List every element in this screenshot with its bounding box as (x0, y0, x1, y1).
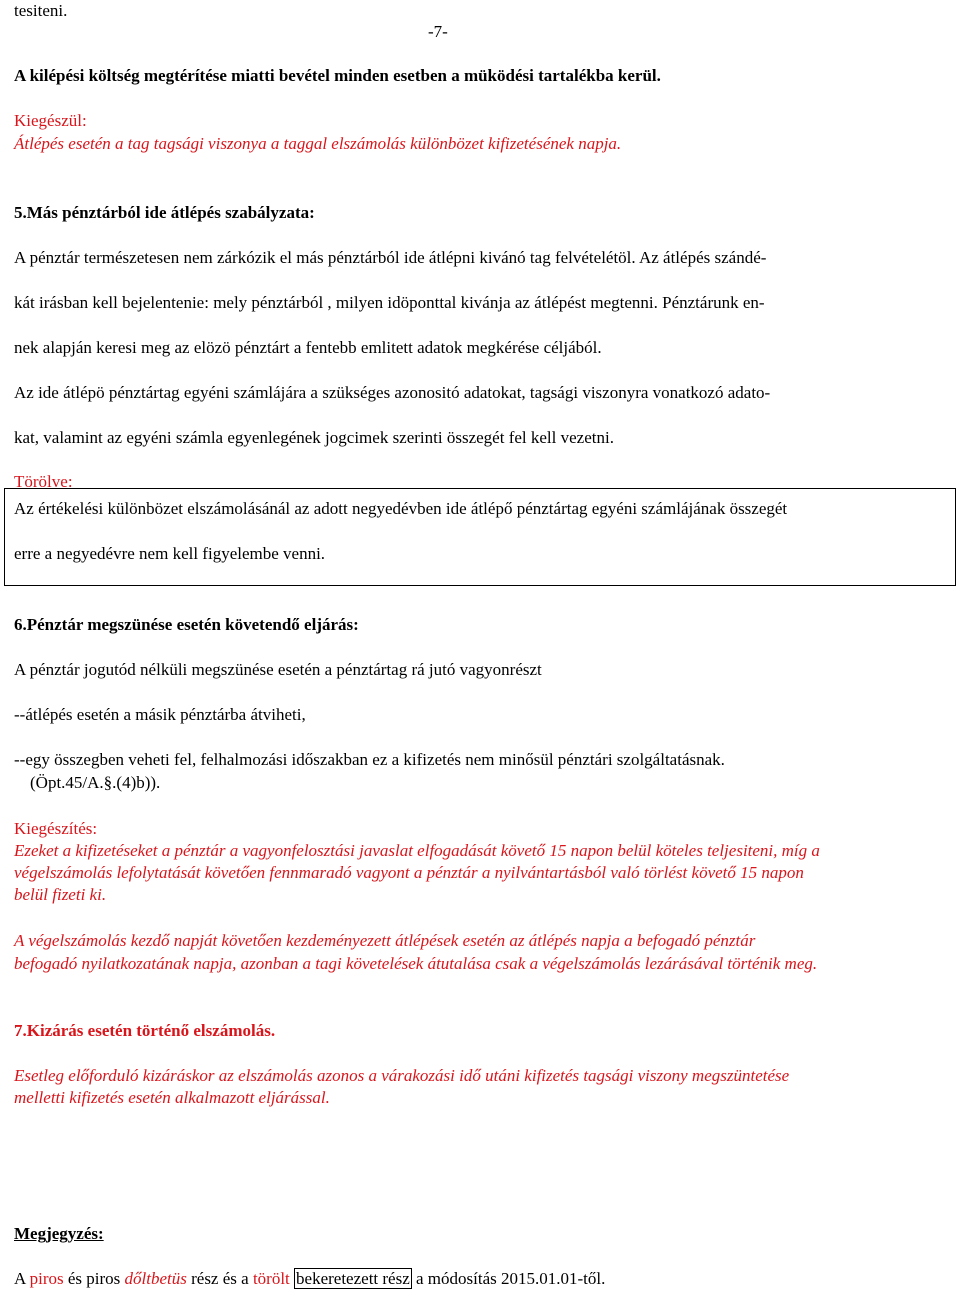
section-5-line: Az ide átlépö pénztártag egyéni számlájára a szükséges azonositó adatokat, tagsági viszonyra vonatkozó adato- (14, 383, 771, 402)
section-6-heading: 6.Pénztár megszünése esetén követendő eljárás: (14, 615, 359, 634)
exit-cost-statement: A kilépési költség megtérítése miatti bevétel minden esetben a müködési tartalékba kerül. (14, 66, 661, 85)
deleted-text-line: erre a negyedévre nem kell figyelembe venni. (14, 544, 326, 563)
note-heading: Megjegyzés: (14, 1224, 104, 1243)
section-6-line: --egy összegben veheti fel, felhalmozási időszakban ez a kifizetés nem minősül pénztári szolgáltatásnak. (14, 750, 725, 769)
section-6-addition-line: belül fizeti ki. (14, 885, 107, 904)
deleted-label: Törölve: (14, 472, 73, 491)
note-text: a módosítás 2015.01.01-től. (411, 1269, 606, 1288)
section-7-line: melletti kifizetés esetén alkalmazott eljárással. (14, 1088, 330, 1107)
page-number: -7- (428, 22, 448, 41)
note-text: A (14, 1269, 30, 1288)
section-5-line: A pénztár természetesen nem zárkózik el más pénztárból ide átlépni kivánó tag felvételétöl. Az átlépés szándé- (14, 248, 767, 267)
section-6-addition-line: Ezeket a kifizetéseket a pénztár a vagyonfelosztási javaslat elfogadását követő 15 napon belül köteles teljesiteni, míg a (14, 841, 820, 860)
section-6-line: --átlépés esetén a másik pénztárba átviheti, (14, 705, 306, 724)
note-boxed-words: bekeretezett rész (296, 1269, 410, 1288)
note-legend (14, 1268, 605, 1290)
deleted-text-line: Az értékelési különbözet elszámolásánál az adott negyedévben ide átlépő pénztártag egyéni számlájának összegét (14, 499, 788, 518)
section-6-addition-line: A végelszámolás kezdő napját követően kezdeményezett átlépések esetén az átlépés napja a befogadó pénztár (14, 931, 756, 950)
section-6-law-reference: (Öpt.45/A.§.(4)b)). (30, 773, 161, 792)
note-text: és piros (63, 1269, 125, 1288)
section-6-addition-line: befogadó nyilatkozatának napja, azonban a tagi követelések átutalása csak a végelszámolás lezárásával történik meg. (14, 954, 818, 973)
section-5-line: nek alapján keresi meg az elözö pénztárt a fentebb emlitett adatok megkérése céljából. (14, 338, 602, 357)
section-6-addition-line: végelszámolás lefolytatását követően fennmaradó vagyont a pénztár a nyilvántartásból való törlést követő 15 napon (14, 863, 804, 882)
section-6-line: A pénztár jogutód nélküli megszünése esetén a pénztártag rá jutó vagyonrészt (14, 660, 542, 679)
section-7-line: Esetleg előforduló kizáráskor az elszámolás azonos a várakozási idő utáni kifizetés tagsági viszony megszüntetése (14, 1066, 790, 1085)
addition-label: Kiegészül: (14, 111, 87, 130)
previous-page-tail: tesiteni. (14, 1, 68, 20)
note-text: rész és a (186, 1269, 253, 1288)
section-5-line: kat, valamint az egyéni számla egyenlegének jogcimek szerinti összegét fel kell vezetni. (14, 428, 614, 447)
section-7-heading: 7.Kizárás esetén történő elszámolás. (14, 1021, 276, 1040)
addition-text: Átlépés esetén a tag tagsági viszonya a taggal elszámolás különbözet kifizetésének napja. (14, 134, 622, 153)
note-deleted-word: törölt (252, 1269, 290, 1288)
note-red-word: piros (29, 1269, 64, 1288)
section-6-addition-label: Kiegészítés: (14, 819, 98, 838)
note-red-italic-word: dőltbetüs (124, 1269, 187, 1288)
section-5-line: kát irásban kell bejelentenie: mely pénztárból , milyen idöponttal kivánja az átlépést megtenni. Pénztárunk en- (14, 293, 765, 312)
section-5-heading: 5.Más pénztárból ide átlépés szabályzata: (14, 203, 315, 222)
